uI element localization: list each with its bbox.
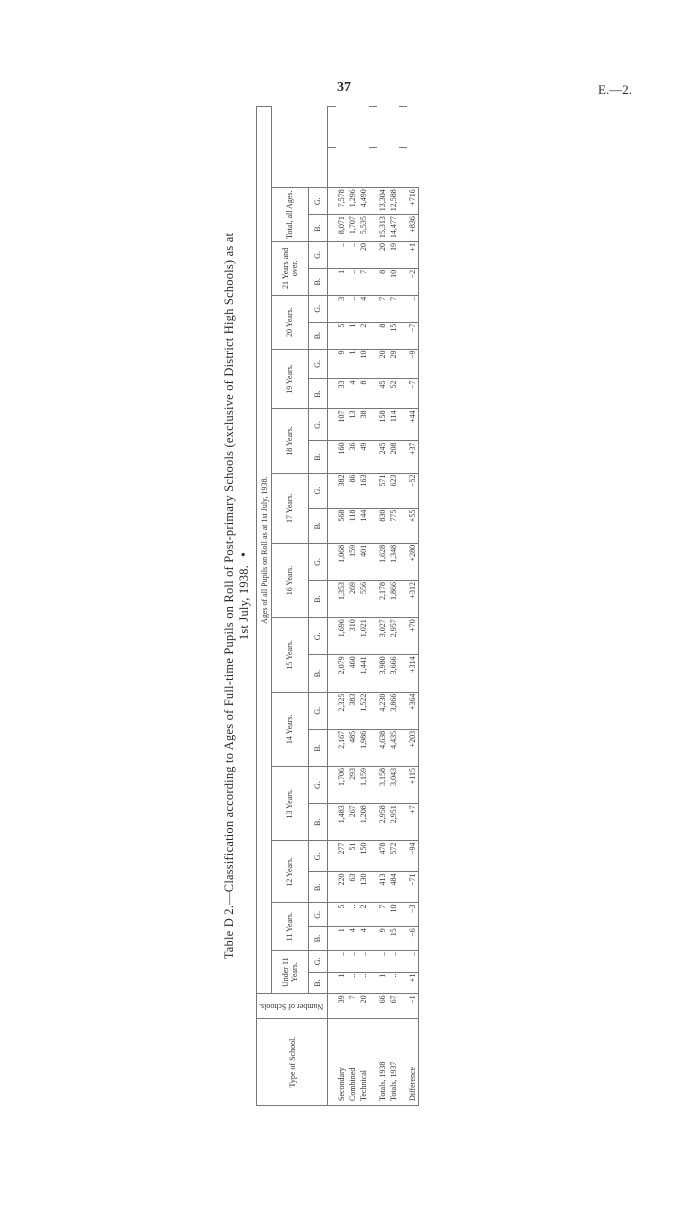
value-cell: 20 (377, 349, 388, 379)
value-cell: 15,313 (377, 215, 388, 242)
value-cell: 1 (377, 972, 388, 994)
value-cell: 383 (347, 692, 358, 729)
girls-header: G. (308, 242, 327, 269)
value-cell: 3,980 (377, 655, 388, 692)
girls-header: G. (308, 950, 327, 972)
value-cell: 1,353 (336, 581, 347, 618)
value-cell: 208 (388, 441, 399, 473)
type-of-school-header: Type of School. (257, 1019, 328, 1106)
table-row (377, 107, 388, 1106)
value-cell: 401 (358, 543, 369, 580)
value-cell: 7 (358, 268, 369, 295)
value-cell: 3,666 (388, 655, 399, 692)
value-cell: +364 (407, 692, 419, 729)
value-cell: 277 (336, 841, 347, 872)
value-cell: .. (407, 295, 419, 322)
value-cell: 1,296 (347, 188, 358, 215)
value-cell: 4,230 (377, 692, 388, 729)
value-cell: +7 (407, 804, 419, 841)
value-cell: 159 (347, 543, 358, 580)
value-cell: .. (347, 903, 358, 927)
ages-header: Ages of all Pupils on Roll as at 1st July, 1938. (257, 107, 272, 994)
age-group-header: 15 Years. (272, 618, 309, 692)
value-cell: 2,325 (336, 692, 347, 729)
school-type-cell: Combined (347, 1019, 358, 1106)
value-cell: 49 (358, 441, 369, 473)
value-cell: 2,958 (377, 804, 388, 841)
number-of-schools-header: Number of Schools. (257, 994, 328, 1019)
value-cell: 269 (347, 581, 358, 618)
value-cell: 485 (347, 729, 358, 766)
value-cell: .. (358, 950, 369, 972)
value-cell: 10 (358, 349, 369, 379)
value-cell: 2 (358, 322, 369, 349)
value-cell: 7 (388, 295, 399, 322)
caption-line-2: 1st July, 1938.• (237, 551, 252, 641)
girls-header: G. (308, 903, 327, 927)
value-cell: 150 (358, 841, 369, 872)
value-cell: 160 (336, 441, 347, 473)
boys-header: B. (308, 927, 327, 951)
school-type-cell: Difference (407, 1019, 419, 1106)
value-cell: 460 (347, 655, 358, 692)
value-cell: .. (347, 268, 358, 295)
value-cell: 775 (388, 508, 399, 543)
value-cell: .. (377, 950, 388, 972)
table-body (328, 107, 419, 1106)
value-cell: 8 (358, 379, 369, 409)
sex-header-row (308, 107, 327, 1106)
age-group-header: 17 Years. (272, 473, 309, 543)
value-cell: 15 (388, 927, 399, 951)
value-cell: 1,441 (358, 655, 369, 692)
value-cell: 1,483 (336, 804, 347, 841)
value-cell: 5,535 (358, 215, 369, 242)
value-cell: 1,068 (336, 543, 347, 580)
boys-header: B. (308, 441, 327, 473)
value-cell: 623 (388, 473, 399, 508)
value-cell: .. (347, 950, 358, 972)
value-cell: 5 (336, 903, 347, 927)
value-cell: 4 (358, 927, 369, 951)
value-cell: 5 (336, 322, 347, 349)
value-cell: 3 (336, 295, 347, 322)
value-cell: 4 (347, 927, 358, 951)
value-cell: .. (407, 950, 419, 972)
value-cell: +716 (407, 188, 419, 215)
value-cell: +44 (407, 409, 419, 441)
value-cell: 38 (358, 409, 369, 441)
value-cell: .. (347, 972, 358, 994)
boys-header: B. (308, 379, 327, 409)
value-cell: 63 (347, 872, 358, 903)
girls-header: G. (308, 767, 327, 804)
table-row (407, 107, 419, 1106)
value-cell: .. (347, 242, 358, 269)
number-of-schools-cell: 7 (347, 994, 358, 1019)
value-cell: 3,027 (377, 618, 388, 655)
age-group-header: 14 Years. (272, 692, 309, 766)
age-group-header: 21 Years and over. (272, 242, 309, 296)
table-row (388, 107, 399, 1106)
value-cell: 571 (377, 473, 388, 508)
value-cell: 9 (336, 349, 347, 379)
caption-mark: • (237, 551, 252, 557)
value-cell: 1,866 (388, 581, 399, 618)
value-cell: 7 (377, 903, 388, 927)
value-cell: .. (336, 950, 347, 972)
value-cell: 2,167 (336, 729, 347, 766)
value-cell: 4,638 (377, 729, 388, 766)
boys-header: B. (308, 972, 327, 994)
value-cell: 14,477 (388, 215, 399, 242)
value-cell: 15 (388, 322, 399, 349)
value-cell: −6 (407, 927, 419, 951)
age-group-header: 19 Years. (272, 349, 309, 409)
value-cell: 830 (377, 508, 388, 543)
value-cell: 220 (336, 872, 347, 903)
value-cell: −3 (407, 903, 419, 927)
value-cell: +280 (407, 543, 419, 580)
value-cell: 572 (388, 841, 399, 872)
value-cell: 382 (336, 473, 347, 508)
age-group-header: 20 Years. (272, 295, 309, 349)
value-cell: +312 (407, 581, 419, 618)
value-cell: 3,866 (388, 692, 399, 729)
number-of-schools-cell: 66 (377, 994, 388, 1019)
value-cell: 4,490 (358, 188, 369, 215)
value-cell: +203 (407, 729, 419, 766)
value-cell: 3,043 (388, 767, 399, 804)
value-cell: −9 (407, 349, 419, 379)
age-group-header: 11 Years. (272, 903, 309, 951)
value-cell: 2 (358, 903, 369, 927)
girls-header: G. (308, 295, 327, 322)
boys-header: B. (308, 872, 327, 903)
value-cell: +55 (407, 508, 419, 543)
value-cell: .. (358, 972, 369, 994)
value-cell: +1 (407, 242, 419, 269)
value-cell: 293 (347, 767, 358, 804)
value-cell: .. (388, 972, 399, 994)
value-cell: 20 (358, 242, 369, 269)
value-cell: 245 (377, 441, 388, 473)
value-cell: 19 (388, 242, 399, 269)
value-cell: 1,696 (336, 618, 347, 655)
age-group-header: Total, all Ages. (272, 188, 309, 242)
value-cell: −2 (407, 268, 419, 295)
value-cell: 114 (388, 409, 399, 441)
value-cell: 1 (336, 927, 347, 951)
girls-header: G. (308, 841, 327, 872)
value-cell: +1 (407, 972, 419, 994)
value-cell: 484 (388, 872, 399, 903)
table-caption (222, 88, 256, 1128)
table-row (347, 107, 358, 1106)
value-cell: 1,021 (358, 618, 369, 655)
girls-header: G. (308, 188, 327, 215)
boys-header: B. (308, 322, 327, 349)
value-cell: 1 (336, 268, 347, 295)
boys-header: B. (308, 268, 327, 295)
boys-header: B. (308, 729, 327, 766)
value-cell: 1,986 (358, 729, 369, 766)
value-cell: 568 (336, 508, 347, 543)
value-cell: 1,707 (347, 215, 358, 242)
value-cell: −94 (407, 841, 419, 872)
table-row (336, 107, 347, 1106)
girls-header: G. (308, 618, 327, 655)
value-cell: 8 (377, 322, 388, 349)
value-cell: 52 (388, 379, 399, 409)
value-cell: 1,522 (358, 692, 369, 729)
value-cell: .. (347, 295, 358, 322)
caption-line-1: Table D 2.—Classification according to Ages of Full-time Pupils on Roll of Post-primary Schools (exclusive of District High Schools) as at (222, 232, 236, 960)
girls-header: G. (308, 692, 327, 729)
value-cell: 1 (336, 972, 347, 994)
number-of-schools-cell: 67 (388, 994, 399, 1019)
value-cell: 144 (358, 508, 369, 543)
value-cell: −71 (407, 872, 419, 903)
value-cell: 7 (377, 295, 388, 322)
number-of-schools-cell: −1 (407, 994, 419, 1019)
age-group-header: 18 Years. (272, 409, 309, 473)
value-cell: 8,071 (336, 215, 347, 242)
value-cell: 163 (358, 473, 369, 508)
age-classification-table (256, 106, 419, 1106)
value-cell: +115 (407, 767, 419, 804)
boys-header: B. (308, 215, 327, 242)
girls-header: G. (308, 409, 327, 441)
value-cell: +836 (407, 215, 419, 242)
value-cell: 51 (347, 841, 358, 872)
value-cell: 13 (347, 409, 358, 441)
value-cell: 4 (347, 379, 358, 409)
boys-header: B. (308, 804, 327, 841)
value-cell: −7 (407, 322, 419, 349)
number-of-schools-cell: 39 (336, 994, 347, 1019)
value-cell: 118 (347, 508, 358, 543)
value-cell: 10 (388, 903, 399, 927)
value-cell: 36 (347, 441, 358, 473)
value-cell: 20 (377, 242, 388, 269)
value-cell: 29 (388, 349, 399, 379)
value-cell: 130 (358, 872, 369, 903)
number-of-schools-cell: 20 (358, 994, 369, 1019)
value-cell: 2,951 (388, 804, 399, 841)
value-cell: 158 (377, 409, 388, 441)
value-cell: 45 (377, 379, 388, 409)
value-cell: 9 (377, 927, 388, 951)
value-cell: 107 (336, 409, 347, 441)
value-cell: 267 (347, 804, 358, 841)
value-cell: 1,348 (388, 543, 399, 580)
page-number: 37 (337, 80, 351, 95)
value-cell: 86 (347, 473, 358, 508)
value-cell: 8 (377, 268, 388, 295)
value-cell: 2,957 (388, 618, 399, 655)
school-type-cell: Technical (358, 1019, 369, 1106)
age-group-header: Under 11 Years. (272, 950, 309, 993)
value-cell: 1,628 (377, 543, 388, 580)
value-cell: 7,578 (336, 188, 347, 215)
value-cell: 1,706 (336, 767, 347, 804)
value-cell: 1,159 (358, 767, 369, 804)
value-cell: +70 (407, 618, 419, 655)
girls-header: G. (308, 543, 327, 580)
value-cell: 10 (388, 268, 399, 295)
value-cell: 2,178 (377, 581, 388, 618)
value-cell: 4 (358, 295, 369, 322)
value-cell: −7 (407, 379, 419, 409)
value-cell: 1 (347, 322, 358, 349)
age-group-header: 12 Years. (272, 841, 309, 903)
value-cell: −52 (407, 473, 419, 508)
value-cell: +37 (407, 441, 419, 473)
value-cell: 310 (347, 618, 358, 655)
rotated-table-block (222, 88, 452, 1128)
value-cell: 13,304 (377, 188, 388, 215)
value-cell: 33 (336, 379, 347, 409)
school-type-cell: Secondary (336, 1019, 347, 1106)
age-group-header: 13 Years. (272, 767, 309, 841)
boys-header: B. (308, 655, 327, 692)
girls-header: G. (308, 473, 327, 508)
age-group-header: 16 Years. (272, 543, 309, 617)
table-row (358, 107, 369, 1106)
value-cell: 1 (347, 349, 358, 379)
school-type-cell: Totals, 1938 (377, 1019, 388, 1106)
age-group-header-row (272, 107, 309, 1106)
boys-header: B. (308, 581, 327, 618)
value-cell: 556 (358, 581, 369, 618)
school-type-cell: Totals, 1937 (388, 1019, 399, 1106)
value-cell: +314 (407, 655, 419, 692)
girls-header: G. (308, 349, 327, 379)
value-cell: 2,079 (336, 655, 347, 692)
value-cell: 3,158 (377, 767, 388, 804)
value-cell: .. (336, 242, 347, 269)
value-cell: 12,588 (388, 188, 399, 215)
page-code: E.—2. (598, 82, 632, 97)
value-cell: 4,435 (388, 729, 399, 766)
value-cell: 1,208 (358, 804, 369, 841)
boys-header: B. (308, 508, 327, 543)
value-cell: .. (388, 950, 399, 972)
value-cell: 413 (377, 872, 388, 903)
value-cell: 478 (377, 841, 388, 872)
